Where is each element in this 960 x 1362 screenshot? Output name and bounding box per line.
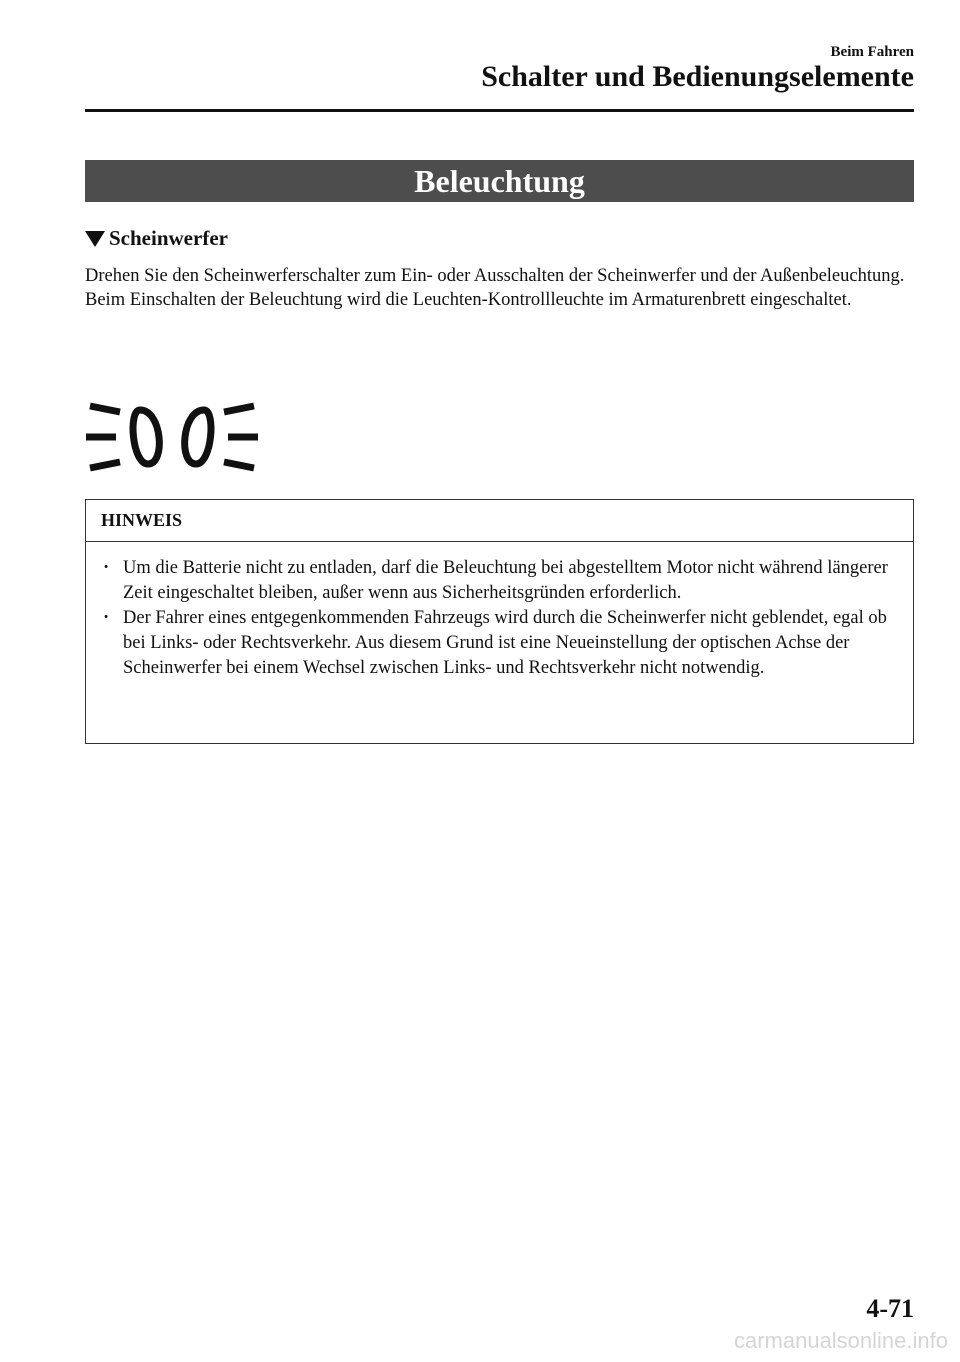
chapter-title: Beim Fahren [830, 44, 914, 60]
header-divider [85, 109, 914, 112]
subsection-heading [85, 226, 228, 251]
watermark: carmanualsonline.info [733, 1328, 948, 1353]
note-title: HINWEIS [101, 510, 183, 530]
parking-light-indicator-icon [86, 400, 258, 476]
body-paragraph: Drehen Sie den Scheinwerferschalter zum Ein- oder Ausschalten der Scheinwerfer und der Außenbeleuchtung. [85, 266, 905, 286]
note-box [85, 499, 914, 744]
section-banner [85, 160, 914, 202]
subsection-title: Scheinwerfer [109, 226, 228, 250]
banner-title: Beleuchtung [414, 162, 585, 199]
triangle-down-icon [85, 231, 105, 247]
note-list [100, 556, 900, 681]
section-title: Schalter und Bedienungselemente [481, 60, 914, 93]
note-item: · Der Fahrer eines entgegenkommenden Fahrzeugs wird durch die Scheinwerfer nicht geblendet, egal ob bei Links- oder Rechtsverkehr. Aus diesem Grund ist eine Neueinstellung der optischen Achse der Scheinwerfer bei einem Wechsel zwischen Links- und Rechtsverkehr nicht notwendig. [100, 606, 900, 681]
page-number: 4-71 [866, 1294, 914, 1323]
note-item: · Um die Batterie nicht zu entladen, darf die Beleuchtung bei abgestelltem Motor nicht während längerer Zeit eingeschaltet bleiben, außer wenn aus Sicherheitsgründen erforderlich. [100, 556, 900, 606]
body-paragraph: Beim Einschalten der Beleuchtung wird die Leuchten-Kontrollleuchte im Armaturenbrett eingeschaltet. [85, 290, 852, 310]
note-divider [86, 541, 913, 542]
body-text [85, 264, 915, 312]
